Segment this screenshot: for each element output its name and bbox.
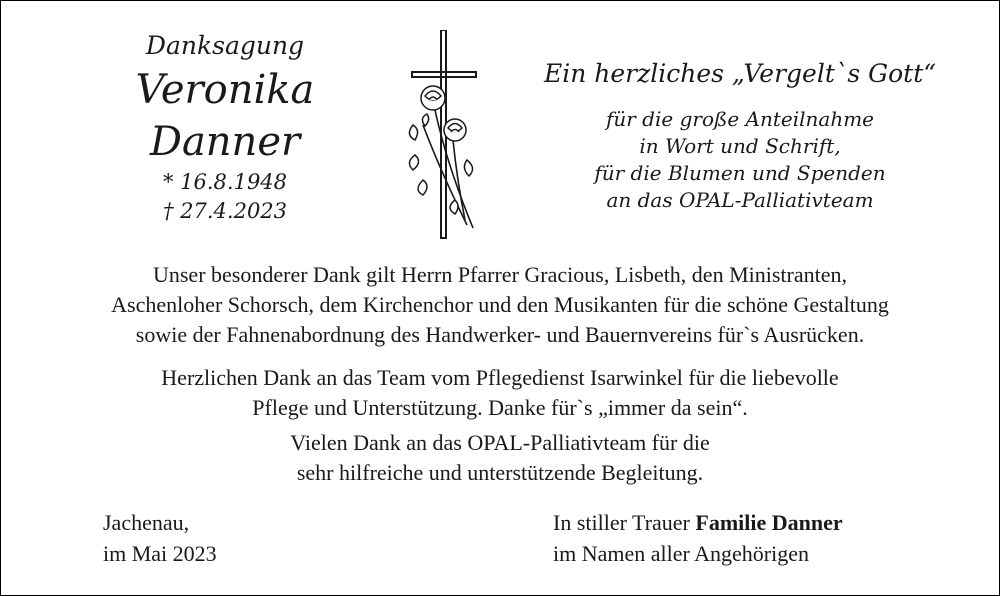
signature-line-1 — [553, 507, 843, 538]
thanks-block — [515, 56, 965, 214]
signature — [553, 507, 843, 569]
first-name: Veronika — [135, 67, 315, 113]
thanks-line: in Wort und Schrift, — [639, 134, 841, 158]
paragraph-line: Vielen Dank an das OPAL-Palliativteam für die — [290, 430, 710, 455]
notice-title: Danksagung — [145, 31, 305, 60]
paragraph-line: Pflege und Unterstützung. Danke für`s „immer da sein“. — [252, 395, 748, 420]
family-name: Familie Danner — [695, 510, 843, 535]
paragraph-line: sowie der Fahnenabordnung des Handwerker- und Bauernvereins für`s Ausrücken. — [135, 322, 865, 347]
date: im Mai 2023 — [103, 541, 217, 566]
signature-prefix: In stiller Trauer — [553, 510, 696, 535]
paragraph-care-thanks — [20, 363, 980, 423]
last-name: Danner — [149, 119, 301, 165]
deceased-block — [110, 28, 340, 226]
cross-with-roses-icon — [395, 30, 495, 240]
paragraph-line: Herzlichen Dank an das Team vom Pflegedienst Isarwinkel für die liebevolle — [161, 365, 839, 390]
paragraph-line: Aschenloher Schorsch, dem Kirchenchor und den Musikanten für die schöne Gestaltung — [111, 292, 889, 317]
thanks-line: für die Blumen und Spenden — [594, 161, 886, 185]
paragraph-line: sehr hilfreiche und unterstützende Begleitung. — [296, 460, 704, 485]
place-date — [103, 507, 217, 569]
place: Jachenau, — [103, 510, 190, 535]
paragraph-special-thanks — [20, 260, 980, 350]
birth-date: * 16.8.1948 — [162, 170, 288, 194]
thanks-headline: Ein herzliches „Vergelt`s Gott“ — [543, 59, 937, 88]
death-date: † 27.4.2023 — [162, 199, 288, 223]
thanks-line: an das OPAL-Palliativteam — [606, 188, 874, 212]
paragraph-line: Unser besonderer Dank gilt Herrn Pfarrer Gracious, Lisbeth, den Ministranten, — [152, 262, 847, 287]
signature-line-2: im Namen aller Angehörigen — [553, 541, 809, 566]
paragraph-palliative-thanks — [20, 428, 980, 488]
thanks-line: für die große Anteilnahme — [605, 107, 875, 131]
